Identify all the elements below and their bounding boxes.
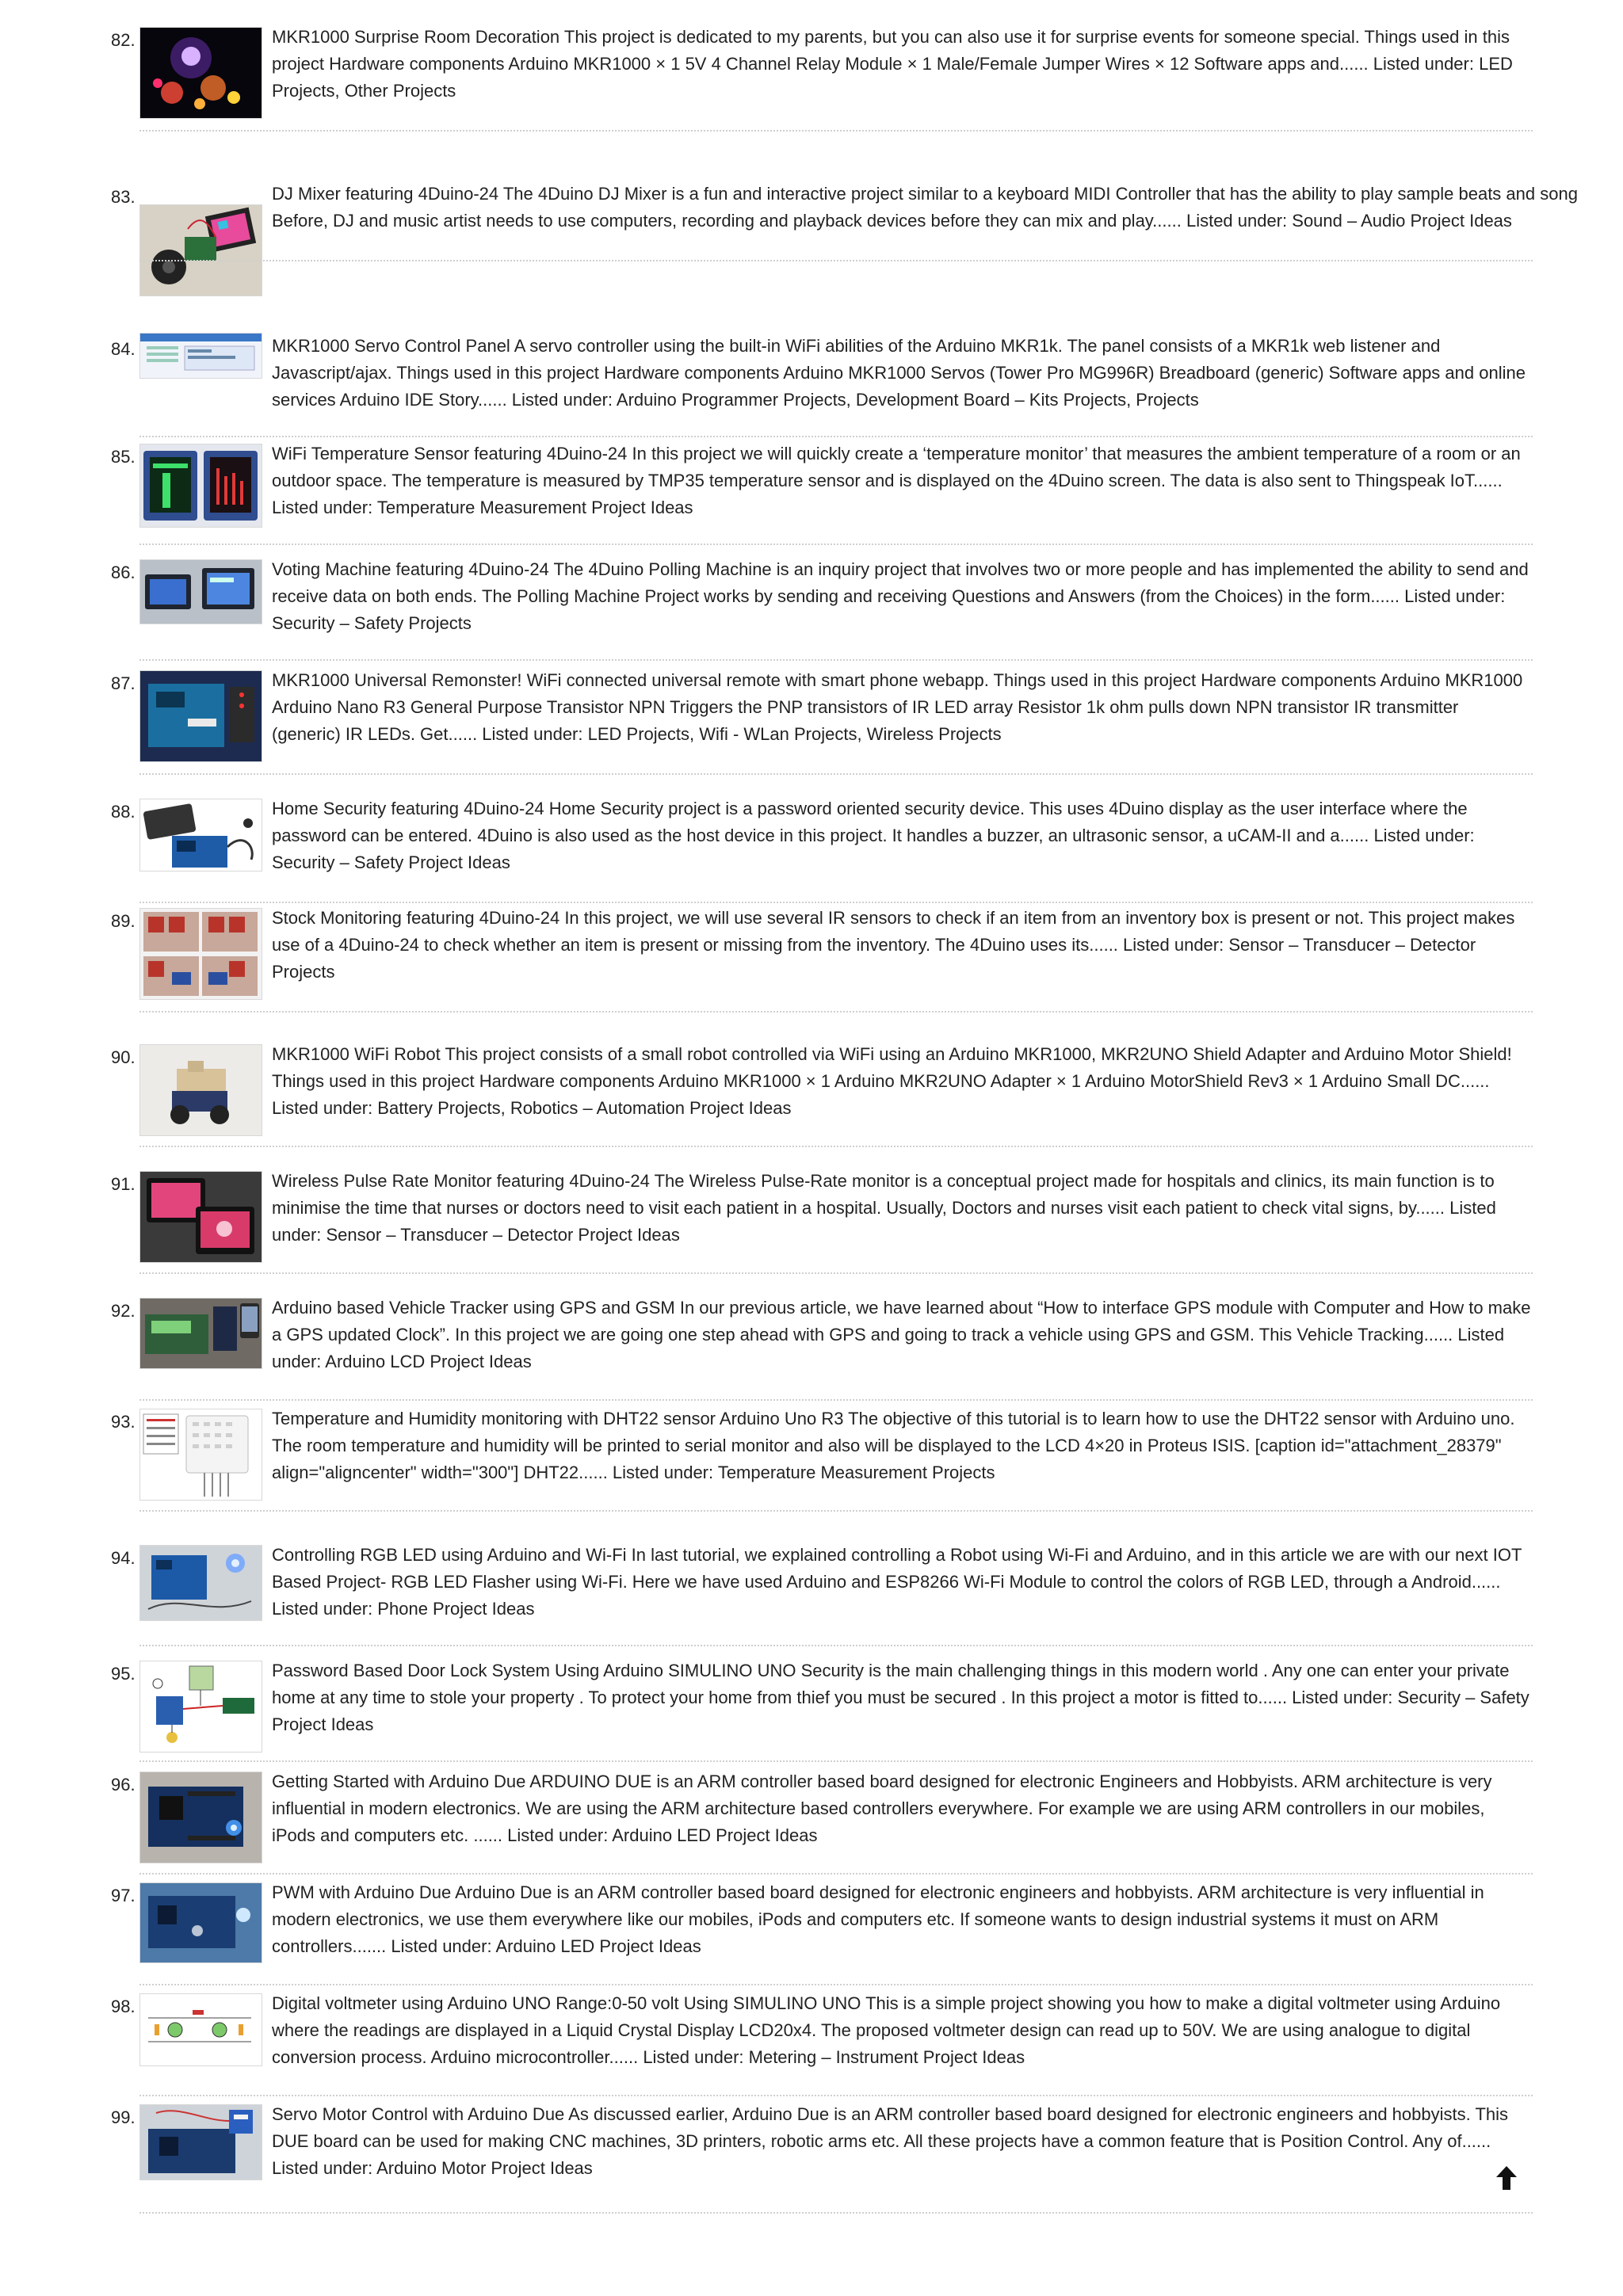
item-description[interactable]: MKR1000 Universal Remonster! WiFi connected universal remote with smart phone webapp. Things used in this project Hardware components Arduino MKR1000 Arduino Nano R3 General Purpose Transistor NPN Triggers the PNP transistors of IR LED array Resistor 1k ohm pulls down NPN transistor IR transmitter (generic) IR LEDs. Get...... Listed under: LED Projects, Wifi - WLan Projects, Wireless Projects — [272, 670, 1523, 744]
row-divider — [139, 773, 1533, 775]
door-lock-schematic-icon[interactable] — [139, 1661, 262, 1753]
item-number: 88. — [111, 802, 136, 822]
voting-machine-photo-icon[interactable] — [139, 559, 262, 624]
row-divider — [139, 902, 1533, 903]
scroll-to-top-arrow-icon[interactable] — [1495, 2164, 1518, 2191]
voltmeter-schematic-icon[interactable] — [139, 1993, 262, 2066]
item-number: 98. — [111, 1997, 136, 2016]
item-number: 97. — [111, 1886, 136, 1905]
row-divider — [139, 543, 1533, 545]
item-description[interactable]: MKR1000 Surprise Room Decoration This project is dedicated to my parents, but you can also use it for surprise events for someone special. Things used in this project Hardware components Arduino MKR1000 × 1 5V 4 Channel Relay Module × 1 Male/Female Jumper Wires × 12 Software apps and...... Listed under: LED Projects, Other Projects — [272, 27, 1513, 101]
item-number: 93. — [111, 1412, 136, 1432]
row-divider — [139, 130, 1533, 132]
item-number: 96. — [111, 1775, 136, 1794]
item-description[interactable]: MKR1000 WiFi Robot This project consists of a small robot controlled via WiFi using an Arduino MKR1000, MKR2UNO Shield Adapter and Arduino Motor Shield! Things used in this project Hardware components Arduino MKR1000 × 1 Arduino MKR2UNO Adapter × 1 Arduino MotorShield Rev3 × 1 Arduino Small DC...... Listed under: Battery Projects, Robotics – Automation Project Ideas — [272, 1044, 1512, 1118]
dht22-sensor-photo-icon[interactable] — [139, 1409, 262, 1501]
item-number: 83. — [111, 187, 136, 207]
pwm-arduino-due-photo-icon[interactable] — [139, 1882, 262, 1963]
home-security-photo-icon[interactable] — [139, 799, 262, 871]
row-divider — [139, 1984, 1533, 1985]
servo-arduino-due-photo-icon[interactable] — [139, 2104, 262, 2180]
item-description[interactable]: Arduino based Vehicle Tracker using GPS and GSM In our previous article, we have learned about “How to interface GPS module with Computer and How to make a GPS updated Clock”. In this project we are going one step ahead with GPS and going to track a vehicle using GPS and GSM. This Vehicle Tracking...... Listed under: Arduino LCD Project Ideas — [272, 1298, 1531, 1371]
servo-panel-screenshot-icon[interactable] — [139, 333, 262, 379]
item-description[interactable]: Digital voltmeter using Arduino UNO Range:0-50 volt Using SIMULINO UNO This is a simple project showing you how to make a digital voltmeter using Arduino where the readings are displayed in a Liquid Crystal Display LCD20x4. The proposed voltmeter design can read up to 50V. We are using analogue to digital conversion process. Arduino microcontroller...... Listed under: Metering – Instrument Project Ideas — [272, 1993, 1501, 2067]
row-divider — [139, 260, 1533, 261]
item-description[interactable]: DJ Mixer featuring 4Duino-24 The 4Duino DJ Mixer is a fun and interactive project similar to a keyboard MIDI Controller that has the ability to play sample beats and song Before, DJ and music artist needs to use computers, recording and playback devices before they can mix and play...... Listed under: Sound – Audio Project Ideas — [272, 184, 1578, 231]
row-divider — [139, 1272, 1533, 1274]
row-divider — [139, 1760, 1533, 1762]
item-description[interactable]: Wireless Pulse Rate Monitor featuring 4Duino-24 The Wireless Pulse-Rate monitor is a conceptual project made for hospitals and clinics, its main function is to minimise the time that nurses or doctors need to visit each patient in a hospital. Usually, Doctors and nurses visit each patient to check vital signs, by...... Listed under: Sensor – Transducer – Detector Project Ideas — [272, 1171, 1496, 1245]
item-number: 95. — [111, 1664, 136, 1684]
row-divider — [139, 1399, 1533, 1401]
item-description[interactable]: MKR1000 Servo Control Panel A servo controller using the built-in WiFi abilities of the Arduino MKR1k. The panel consists of a MKR1k web listener and Javascript/ajax. Things used in this project Hardware components Arduino MKR1000 Servos (Tower Pro MG996R) Breadboard (generic) Software apps and online services Arduino IDE Story...... Listed under: Arduino Programmer Projects, Development Board – Kits Projects, Projects — [272, 336, 1526, 410]
item-description[interactable]: Stock Monitoring featuring 4Duino-24 In this project, we will use several IR sensors to check if an item from an inventory box is present or not. This project makes use of a 4Duino-24 to check whether an item is present or missing from the inventory. The 4Duino uses its...... Listed under: Sensor – Transducer – Detector Projects — [272, 908, 1515, 982]
item-number: 89. — [111, 911, 136, 931]
item-number: 91. — [111, 1174, 136, 1194]
item-description[interactable]: Home Security featuring 4Duino-24 Home Security project is a password oriented security device. This uses 4Duino display as the user interface where the password can be entered. 4Duino is also used as the host device in this project. It handles a buzzer, an ultrasonic sensor, a uCAM-II and a...... Listed under: Security – Safety Project Ideas — [272, 799, 1475, 872]
item-description[interactable]: Getting Started with Arduino Due ARDUINO DUE is an ARM controller based board designed for electronic Engineers and Hobbyists. ARM architecture is very influential in modern electronics. We are using the ARM architecture based controllers everywhere. For example we are using ARM controllers in our mobiles, iPods and computers etc. ...... Listed under: Arduino LED Project Ideas — [272, 1772, 1492, 1845]
wifi-robot-photo-icon[interactable] — [139, 1044, 262, 1136]
rgb-led-wifi-photo-icon[interactable] — [139, 1545, 262, 1621]
led-bulb-photo-icon[interactable] — [139, 27, 262, 119]
item-description[interactable]: Controlling RGB LED using Arduino and Wi-Fi In last tutorial, we explained controlling a Robot using Wi-Fi and Arduino, and in this article we are with our next IOT Based Project- RGB LED Flasher using Wi-Fi. Here we have used Arduino and ESP8266 Wi-Fi Module to control the colors of RGB LED, through a Android...... Listed under: Phone Project Ideas — [272, 1545, 1522, 1619]
row-divider — [139, 1011, 1533, 1013]
item-number: 84. — [111, 339, 136, 359]
row-divider — [139, 436, 1533, 437]
item-number: 82. — [111, 30, 136, 50]
item-number: 85. — [111, 447, 136, 467]
row-divider — [139, 1645, 1533, 1646]
item-number: 94. — [111, 1548, 136, 1568]
item-number: 87. — [111, 673, 136, 693]
row-divider — [139, 659, 1533, 661]
arduino-due-photo-icon[interactable] — [139, 1772, 262, 1863]
item-number: 86. — [111, 563, 136, 582]
temperature-lcd-photo-icon[interactable] — [139, 444, 262, 528]
row-divider — [139, 1510, 1533, 1512]
item-description[interactable]: Temperature and Humidity monitoring with DHT22 sensor Arduino Uno R3 The objective of this tutorial is to learn how to use the DHT22 sensor with Arduino uno. The room temperature and humidity will be printed to serial monitor and also will be displayed to the LCD 4×20 in Proteus ISIS. [caption id="attachment_28379" align="aligncenter" width="300"] DHT22...... Listed under: Temperature Measurement Projects — [272, 1409, 1515, 1482]
stock-monitoring-photo-icon[interactable] — [139, 908, 262, 1000]
pulse-monitor-photo-icon[interactable] — [139, 1171, 262, 1263]
row-divider — [139, 2095, 1533, 2096]
item-description[interactable]: WiFi Temperature Sensor featuring 4Duino-24 In this project we will quickly create a ‘temperature monitor’ that measures the ambient temperature of a room or an outdoor space. The temperature is measured by TMP35 temperature sensor and is displayed on the 4Duino screen. The data is also sent to Thingspeak IoT...... Listed under: Temperature Measurement Project Ideas — [272, 444, 1521, 517]
row-divider — [139, 1146, 1533, 1147]
item-description[interactable]: PWM with Arduino Due Arduino Due is an ARM controller based board designed for electronic engineers and hobbyists. ARM architecture is very influential in modern electronics, we use them everywhere like our mobiles, iPods and computers etc. If someone wants to design industrial systems it must on ARM controllers....... Listed under: Arduino LED Project Ideas — [272, 1882, 1484, 1956]
vehicle-tracker-photo-icon[interactable] — [139, 1298, 262, 1369]
item-number: 90. — [111, 1047, 136, 1067]
dj-mixer-photo-icon[interactable] — [139, 204, 262, 296]
item-number: 99. — [111, 2107, 136, 2127]
item-description[interactable]: Voting Machine featuring 4Duino-24 The 4Duino Polling Machine is an inquiry project that involves two or more people and has implemented the ability to send and receive data on both ends. The Polling Machine Project works by sending and receiving Questions and Answers (from the Choices) in the form...... Listed under: Security – Safety Projects — [272, 559, 1529, 633]
universal-remote-board-photo-icon[interactable] — [139, 670, 262, 762]
item-number: 92. — [111, 1301, 136, 1321]
row-divider — [139, 2212, 1533, 2214]
item-description[interactable]: Servo Motor Control with Arduino Due As discussed earlier, Arduino Due is an ARM controller based board designed for electronic engineers and hobbyists. This DUE board can be used for making CNC machines, 3D printers, robotic arms etc. All these projects have a common feature that is Position Control. Any of...... Listed under: Arduino Motor Project Ideas — [272, 2104, 1509, 2178]
row-divider — [139, 1873, 1533, 1875]
item-description[interactable]: Password Based Door Lock System Using Arduino SIMULINO UNO Security is the main challenging things in this modern world . Any one can enter your private home at any time to stole your property . To protect your home from thief you must be secured . In this project a motor is fitted to...... Listed under: Security – Safety Project Ideas — [272, 1661, 1529, 1734]
